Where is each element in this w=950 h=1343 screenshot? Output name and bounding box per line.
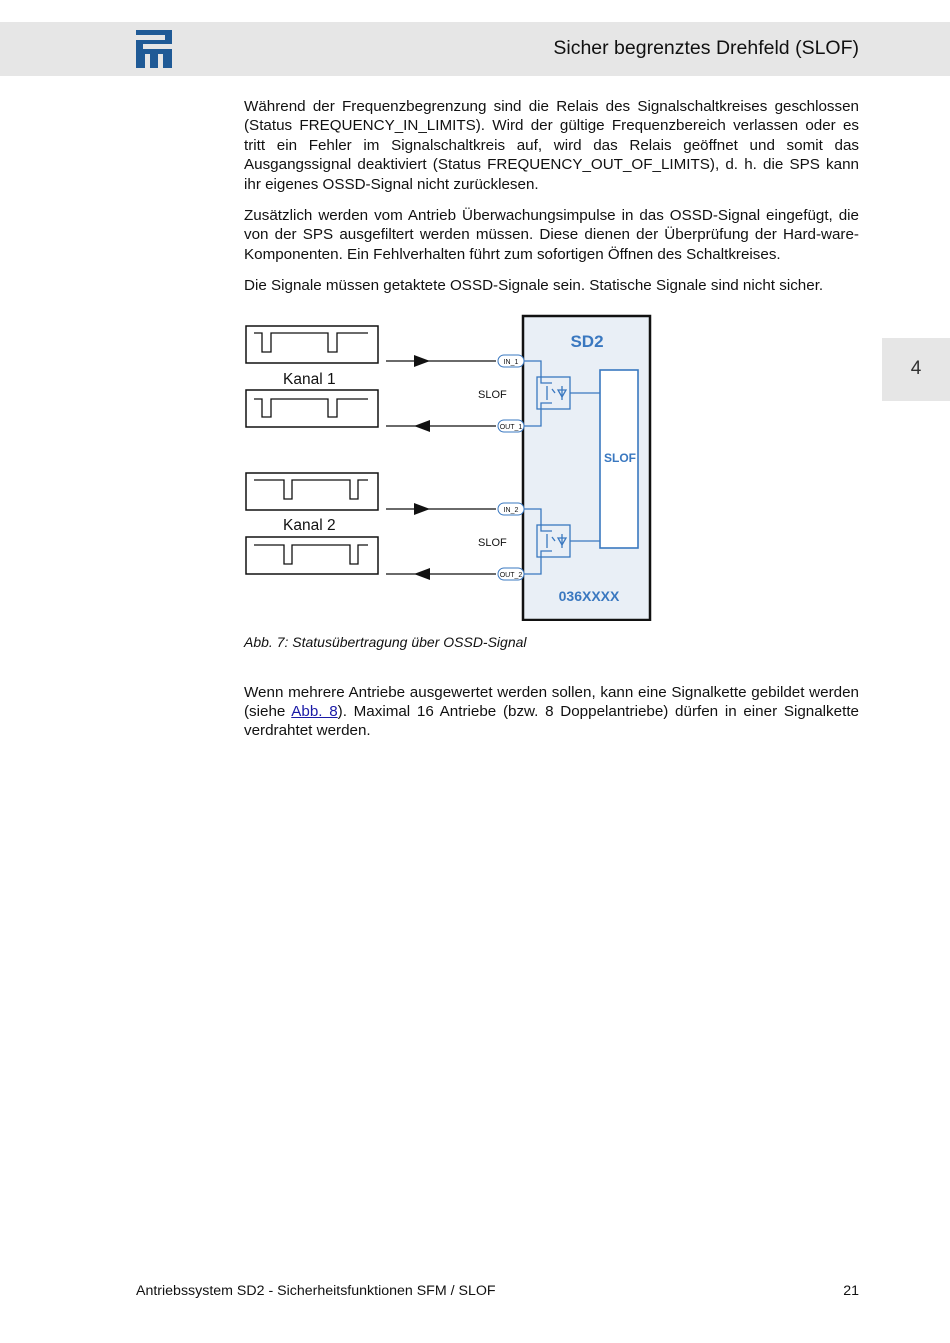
svg-text:OUT_1: OUT_1 [499, 423, 523, 431]
paragraph-text: ). Maximal 16 Antriebe (bzw. 8 Doppelantriebe) dürfen in einer Signalkette verdrahtet werden. [244, 703, 859, 740]
channel1-signal-box-bottom [246, 390, 378, 427]
channel1-signal-box-top [246, 326, 378, 363]
svg-text:IN_2: IN_2 [503, 506, 519, 514]
chapter-number: 4 [910, 358, 922, 379]
channel1-label: Kanal 1 [283, 370, 336, 388]
channel2-label: Kanal 2 [283, 516, 336, 534]
pin-out2 [498, 568, 524, 580]
footer-title: Antriebssystem SD2 - Sicherheitsfunktionen SFM / SLOF [136, 1283, 496, 1299]
paragraph-text: Wenn mehrere Antriebe ausgewertet werden sollen, kann eine Signalkette gebildet werden (siehe [244, 683, 859, 721]
slof-line-label-2: SLOF [478, 536, 507, 549]
svg-text:IN_1: IN_1 [503, 358, 519, 366]
channel2-signal-box-top [246, 473, 378, 510]
pin-in2 [498, 503, 524, 515]
paragraph: Während der Frequenzbegrenzung sind die Relais des Signalschaltkreises geschlossen (Status FREQUENCY_IN_LIMITS). Wird der gültige Frequenzbereich verlassen oder es tritt ein Fehler im Signalschaltkreis auf, wird das Relais geöffnet und somit das Ausgangssignal deaktiviert (Status FREQUENCY_OUT_OF_LIMITS), d. h. die SPS kann ihr eigenes OSSD-Signal nicht zurücklesen. [244, 98, 859, 193]
paragraph: Zusätzlich werden vom Antrieb Überwachungsimpulse in das OSSD-Signal eingefügt, die von der SPS ausgefiltert werden müssen. Diese dienen der Überprüfung der Hard-ware-Komponenten. Ein Fehlverhalten führt zum sofortigen Öffnen des Schaltkreises. [244, 207, 859, 263]
page-header-title: Sicher begrenztes Drehfeld (SLOF) [553, 37, 859, 59]
figure-caption: Abb. 7: Statusübertragung über OSSD-Signal [244, 633, 527, 650]
paragraph [244, 683, 859, 741]
svg-text:OUT_2: OUT_2 [499, 571, 523, 579]
ossd-diagram [244, 313, 859, 621]
device-label: SD2 [570, 331, 604, 351]
pin-in1 [498, 355, 524, 367]
ossd-diagram-figure [244, 313, 859, 621]
pin-out1 [498, 420, 524, 432]
main-content [244, 97, 859, 753]
part-number: 036XXXX [558, 587, 620, 604]
page-number: 21 [843, 1283, 859, 1299]
slof-line-label-1: SLOF [478, 388, 507, 401]
figure-reference-link[interactable]: Abb. 8 [291, 703, 338, 721]
chapter-tab[interactable] [882, 338, 950, 401]
stober-logo-icon [136, 30, 172, 68]
channel2-signal-box-bottom [246, 537, 378, 574]
paragraph: Die Signale müssen getaktete OSSD-Signale sein. Statische Signale sind nicht sicher. [244, 277, 824, 295]
slof-block-label: SLOF [604, 450, 636, 465]
